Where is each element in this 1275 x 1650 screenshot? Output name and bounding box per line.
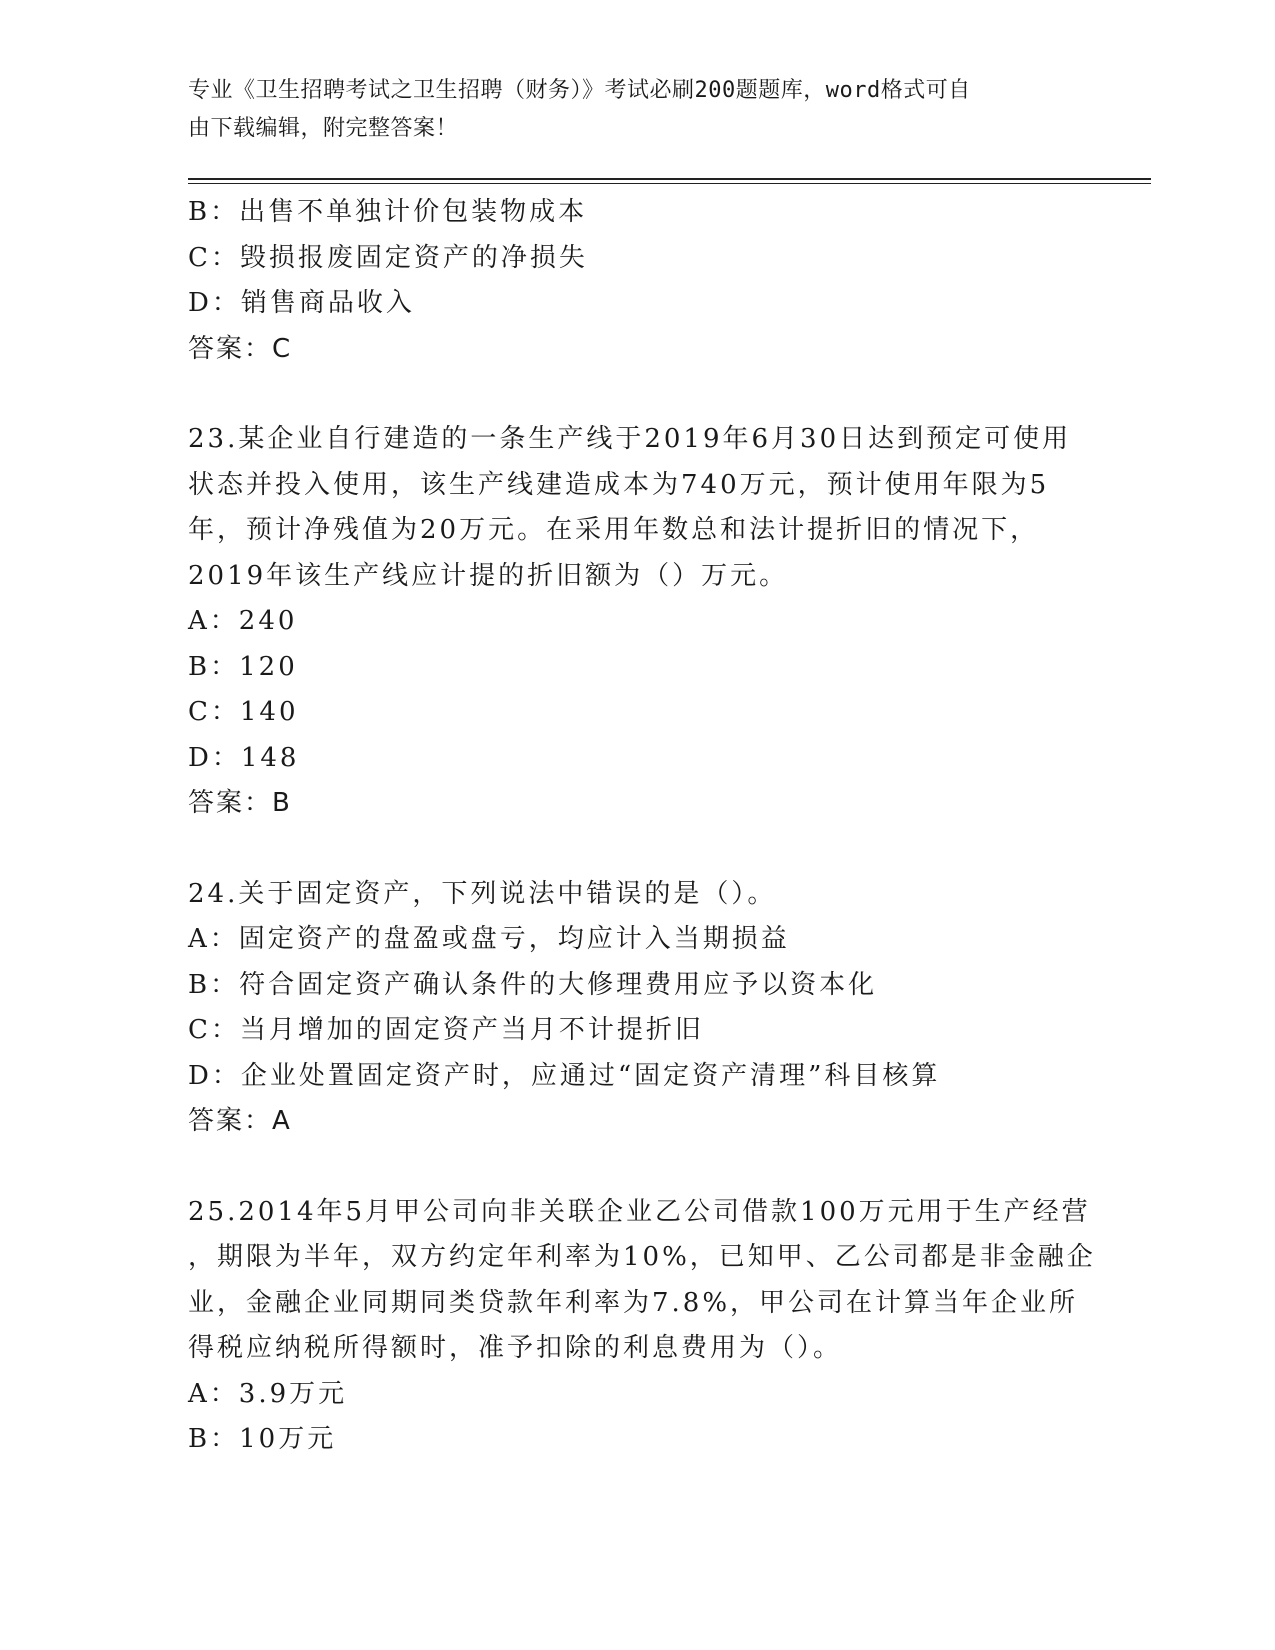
question-stem bbox=[188, 872, 1088, 918]
option-b: B：10万元 bbox=[188, 1424, 337, 1454]
stem-line: 状态并投入使用，该生产线建造成本为740万元，预计使用年限为5 bbox=[188, 469, 1050, 500]
option-a: A：240 bbox=[188, 606, 298, 636]
document-header bbox=[188, 72, 1088, 148]
stem-line: 24.关于固定资产，下列说法中错误的是（）。 bbox=[188, 878, 777, 909]
option-d: D：企业处置固定资产时，应通过“固定资产清理”科目核算 bbox=[188, 1060, 941, 1091]
option-a: A：3.9万元 bbox=[188, 1378, 348, 1409]
option-c: C：140 bbox=[188, 697, 299, 727]
question-list bbox=[188, 190, 1096, 1463]
option-b: B：120 bbox=[188, 651, 298, 682]
stem-line: 25.2014年5月甲公司向非关联企业乙公司借款100万元用于生产经营 bbox=[188, 1196, 1091, 1227]
spacer bbox=[188, 827, 1088, 872]
stem-line: 业，金融企业同期同类贷款年利率为7.8%，甲公司在计算当年企业所 bbox=[188, 1287, 1079, 1318]
option-b: B：出售不单独计价包装物成本 bbox=[188, 197, 588, 227]
stem-line: 23.某企业自行建造的一条生产线于2019年6月30日达到预定可使用 bbox=[188, 424, 1072, 454]
header-divider bbox=[188, 178, 1151, 180]
stem-line: ，期限为半年，双方约定年利率为10%，已知甲、乙公司都是非金融企 bbox=[188, 1242, 1096, 1272]
option-d: D：销售商品收入 bbox=[188, 288, 415, 318]
question-stem bbox=[188, 1190, 1096, 1372]
stem-line: 年，预计净残值为20万元。在采用年数总和法计提折旧的情况下， bbox=[188, 515, 1040, 545]
answer-line: 答案：A bbox=[188, 1106, 292, 1136]
question-stem bbox=[188, 417, 1088, 599]
question-block-23 bbox=[188, 417, 1088, 827]
option-b: B：符合固定资产确认条件的大修理费用应予以资本化 bbox=[188, 969, 878, 1000]
spacer bbox=[188, 372, 1088, 417]
question-block-25 bbox=[188, 1190, 1096, 1463]
spacer bbox=[188, 1145, 1088, 1190]
option-d: D：148 bbox=[188, 742, 300, 773]
question-block-24 bbox=[188, 872, 1088, 1145]
option-c: C：毁损报废固定资产的净损失 bbox=[188, 242, 588, 273]
option-a: A：固定资产的盘盈或盘亏，均应计入当期损益 bbox=[188, 924, 790, 954]
header-line-1: 专业《卫生招聘考试之卫生招聘（财务）》考试必刷200题题库，word格式可自 bbox=[188, 78, 971, 103]
answer-line: 答案：B bbox=[188, 788, 292, 818]
option-c: C：当月增加的固定资产当月不计提折旧 bbox=[188, 1015, 704, 1045]
stem-line: 2019年该生产线应计提的折旧额为（）万元。 bbox=[188, 560, 789, 591]
answer-line: 答案：C bbox=[188, 333, 293, 364]
header-divider-thin bbox=[188, 183, 1151, 184]
stem-line: 得税应纳税所得额时，准予扣除的利息费用为（）。 bbox=[188, 1333, 843, 1363]
question-block-22-tail bbox=[188, 190, 1088, 372]
header-line-2: 由下载编辑，附完整答案！ bbox=[188, 116, 459, 141]
